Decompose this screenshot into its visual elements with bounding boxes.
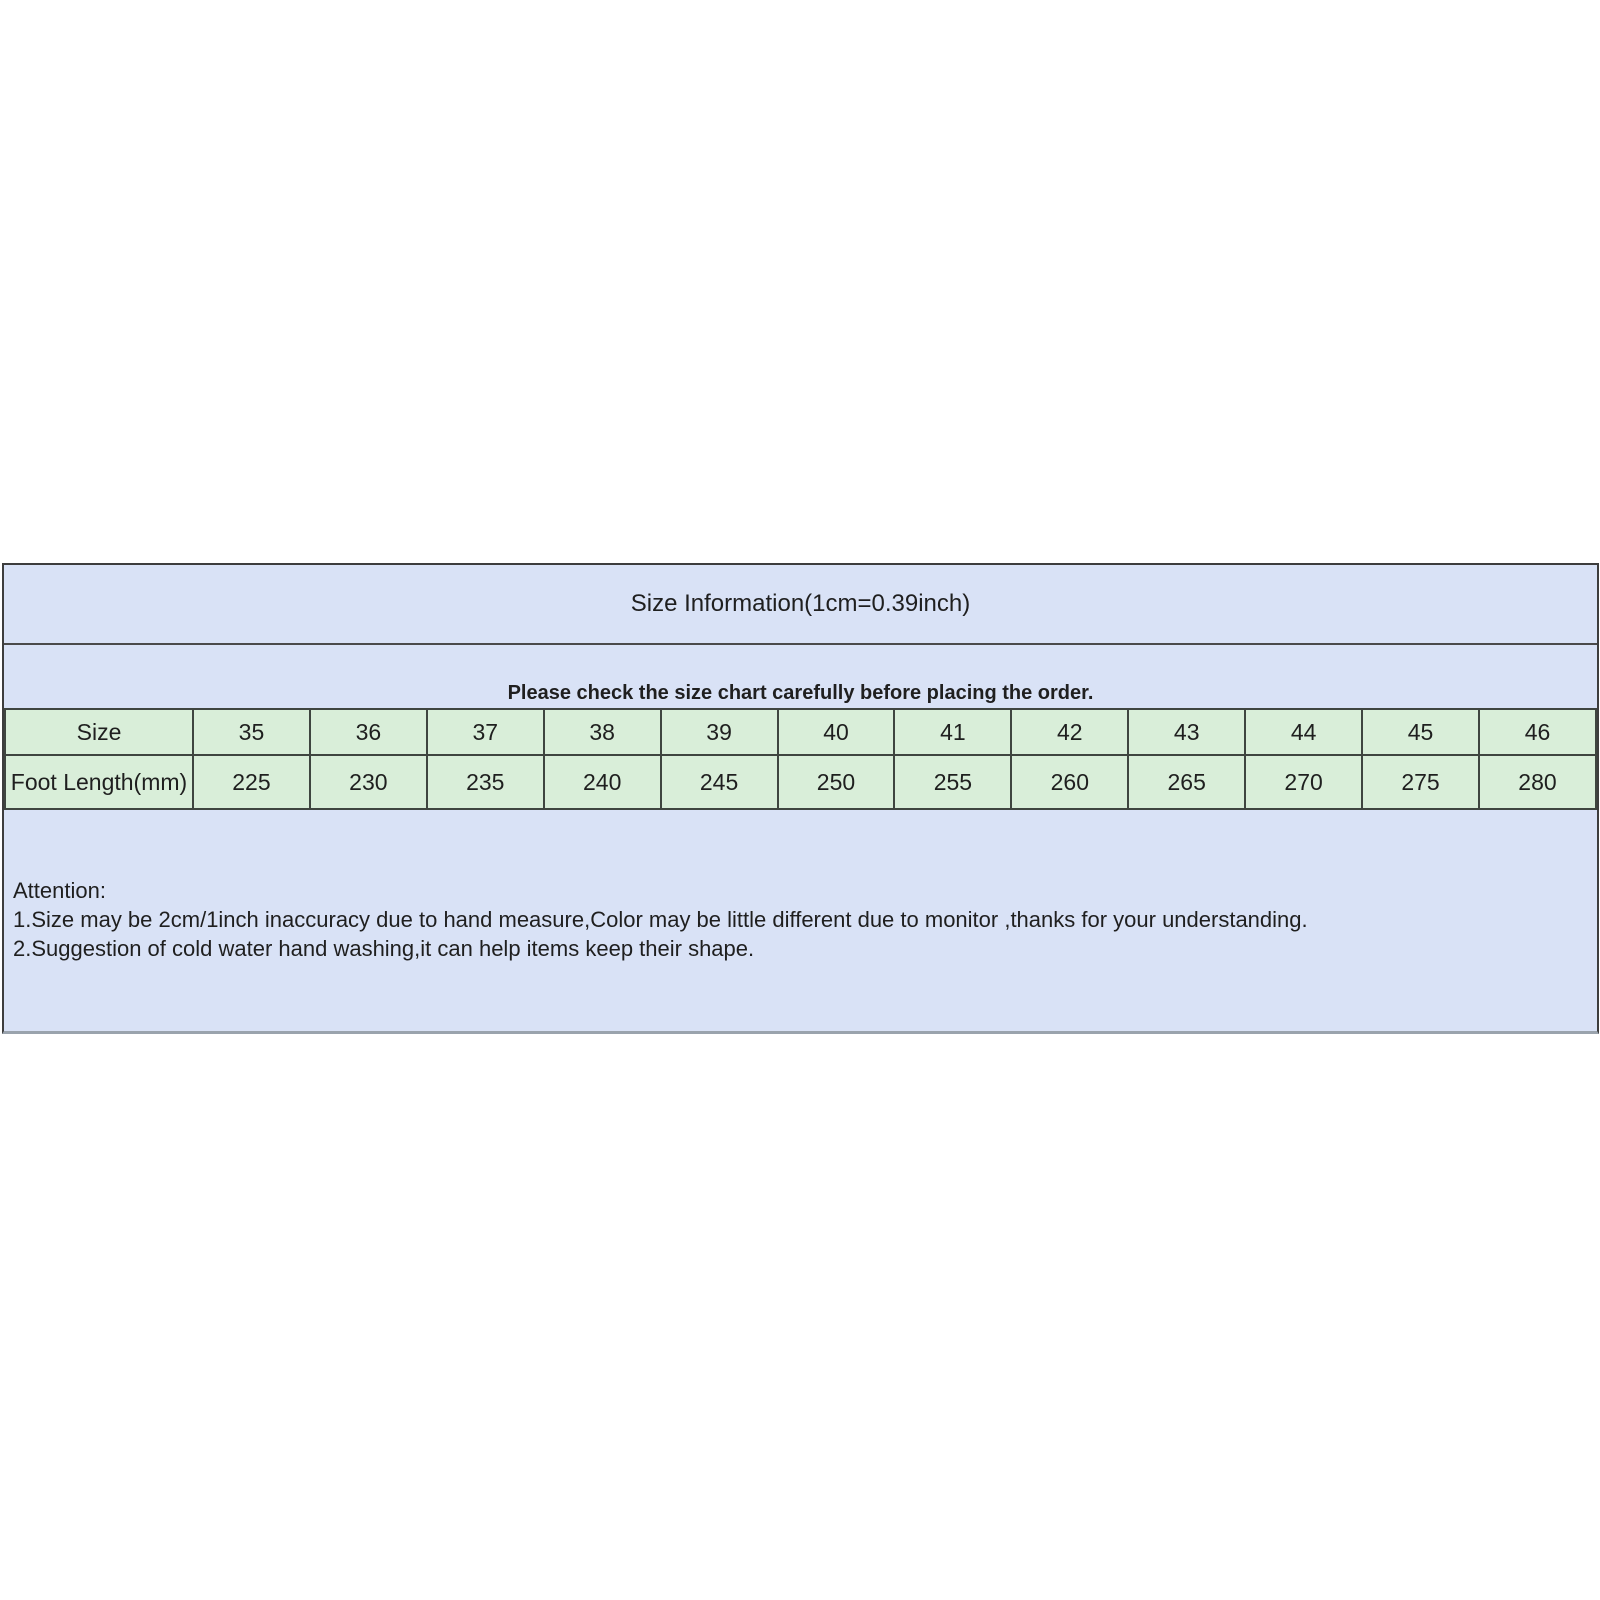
size-table: [4, 708, 1597, 810]
value-cell: 250: [778, 755, 895, 809]
attention-line: 1.Size may be 2cm/1inch inaccuracy due to hand measure,Color may be little different due to monitor ,thanks for your understanding.: [13, 907, 1308, 932]
value-cell: 235: [427, 755, 544, 809]
value-cell: 260: [1011, 755, 1128, 809]
size-info-panel: [2, 563, 1599, 1034]
table-row: [5, 709, 1596, 755]
value-cell: 270: [1245, 755, 1362, 809]
attention-section: [4, 810, 1597, 1031]
value-cell: 245: [661, 755, 778, 809]
table-row: [5, 755, 1596, 809]
attention-line: 2.Suggestion of cold water hand washing,it can help items keep their shape.: [13, 936, 755, 961]
value-cell: 230: [310, 755, 427, 809]
value-cell: 46: [1479, 709, 1596, 755]
value-cell: 36: [310, 709, 427, 755]
value-cell: 35: [193, 709, 310, 755]
value-cell: 225: [193, 755, 310, 809]
value-cell: 37: [427, 709, 544, 755]
value-cell: 265: [1128, 755, 1245, 809]
value-cell: 40: [778, 709, 895, 755]
value-cell: 280: [1479, 755, 1596, 809]
value-cell: 44: [1245, 709, 1362, 755]
value-cell: 39: [661, 709, 778, 755]
value-cell: 41: [894, 709, 1011, 755]
row-label-cell: Size: [5, 709, 193, 755]
value-cell: 42: [1011, 709, 1128, 755]
panel-title: Size Information(1cm=0.39inch): [630, 590, 971, 617]
panel-notice: Please check the size chart carefully before placing the order.: [507, 682, 1094, 704]
value-cell: 43: [1128, 709, 1245, 755]
attention-heading: Attention:: [13, 878, 106, 903]
panel-title-band: [4, 565, 1597, 645]
value-cell: 38: [544, 709, 661, 755]
value-cell: 240: [544, 755, 661, 809]
panel-notice-band: [4, 645, 1597, 708]
value-cell: 45: [1362, 709, 1479, 755]
value-cell: 255: [894, 755, 1011, 809]
row-label-cell: Foot Length(mm): [5, 755, 193, 809]
value-cell: 275: [1362, 755, 1479, 809]
size-table-body: [5, 709, 1596, 809]
